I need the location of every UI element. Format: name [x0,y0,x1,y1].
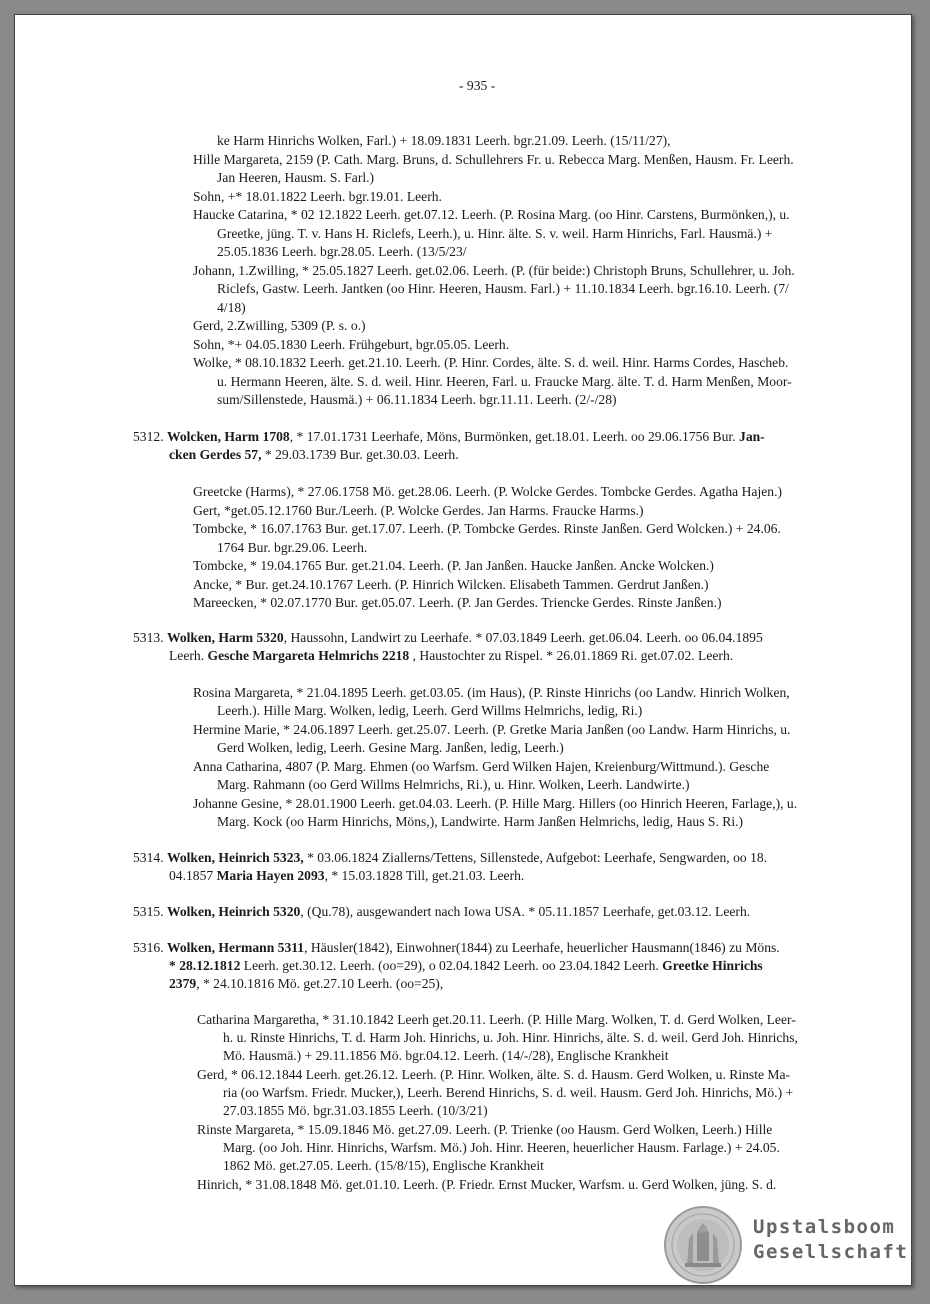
entry-name: Wolcken, Harm 1708 [167,429,290,444]
text-line: Johann, 1.Zwilling, * 25.05.1827 Leerh. get.02.06. Leerh. (P. (für beide:) Christoph Bruns, Schullehrer, u. Joh. [193,263,795,278]
text-line: Sohn, +* 18.01.1822 Leerh. bgr.19.01. Leerh. [193,189,442,204]
text-line: Jan Heeren, Hausm. S. Farl.) [217,170,375,185]
text-line: Anna Catharina, 4807 (P. Marg. Ehmen (oo Warfsm. Gerd Wilken Hajen, Kreienburg/Wittmund.). Gesche [193,759,770,774]
entry-5316-line-3: 2379, * 24.10.1816 Mö. get.27.10 Leerh. (oo=25), [169,976,444,991]
spouse-name: Maria Hayen 2093 [216,868,325,883]
page-number: - 935 - [459,78,496,93]
text-line: Catharina Margaretha, * 31.10.1842 Leerh get.20.11. Leerh. (P. Hille Marg. Wolken, T. d. Gerd Wolken, Leer- [197,1012,796,1027]
entry-number: 5315. [133,904,164,919]
document-page [14,14,912,1286]
entry-5316-line-2: * 28.12.1812 Leerh. get.30.12. Leerh. (oo=29), o 02.04.1842 Leerh. oo 23.04.1842 Leerh. Greetke Hinrichs [169,958,763,973]
entry-number: 5312. [133,429,164,444]
entry-number: 5313. [133,630,164,645]
text-line: Leerh.). Hille Marg. Wolken, ledig, Leerh. Gerd Willms Helmrichs, ledig, Ri.) [217,703,643,718]
entry-5312-line-1: 5312. Wolcken, Harm 1708, * 17.01.1731 Leerhafe, Möns, Burmönken, get.18.01. Leerh. oo 29.06.1756 Bur. Jan- [133,429,765,444]
text-line: Marg. (oo Joh. Hinr. Hinrichs, Warfsm. Mö.) Joh. Hinr. Heeren, heuerlicher Hausm. Farlage.) + 24.05. [223,1140,780,1155]
entry-name: Wolken, Heinrich 5323, [167,850,304,865]
text-line: h. u. Rinste Hinrichs, T. d. Harm Joh. Hinrichs, u. Joh. Hinr. Hinrichs, älte. S. d. weil. Gerd Joh. Hinrichs, [223,1030,798,1045]
text-line: Ancke, * Bur. get.24.10.1767 Leerh. (P. Hinrich Wilcken. Elisabeth Tammen. Gerdrut Janßen.) [193,577,709,592]
spouse-name: cken Gerdes 57, [169,447,262,462]
entry-number: 5314. [133,850,164,865]
text-line: Gerd, 2.Zwilling, 5309 (P. s. o.) [193,318,366,333]
text-line: Haucke Catarina, * 02 12.1822 Leerh. get.07.12. Leerh. (P. Rosina Marg. (oo Hinr. Carstens, Burmönken,), u. [193,207,790,222]
text-line: Hille Margareta, 2159 (P. Cath. Marg. Bruns, d. Schullehrers Fr. u. Rebecca Marg. Menßen, Hausm. Fr. Leerh. [193,152,794,167]
society-name-line-1: Upstalsboom [753,1216,896,1238]
society-name-line-2: Gesellschaft [753,1241,909,1263]
text-line: Marg. Kock (oo Harm Hinrichs, Möns,), Landwirte. Harm Janßen Helmrichs, ledig, Haus S. Ri.) [217,814,744,829]
spouse-name: Gesche Margareta Helmrichs 2218 [207,648,410,663]
text-line: Hermine Marie, * 24.06.1897 Leerh. get.25.07. Leerh. (P. Gretke Maria Janßen (oo Landw. Harm Hinrichs, u. [193,722,791,737]
text-line: Sohn, *+ 04.05.1830 Leerh. Frühgeburt, bgr.05.05. Leerh. [193,337,510,352]
entry-5313-line-2: Leerh. Gesche Margareta Helmrichs 2218 , Haustochter zu Rispel. * 26.01.1869 Ri. get.07.02. Leerh. [169,648,734,663]
text-line: Gerd Wolken, ledig, Leerh. Gesine Marg. Janßen, ledig, Leerh.) [217,740,564,755]
text-line: Tombcke, * 19.04.1765 Bur. get.21.04. Leerh. (P. Jan Janßen. Haucke Janßen. Ancke Wolcken.) [193,558,714,573]
text-line: u. Hermann Heeren, älte. S. d. weil. Hinr. Heeren, Farl. u. Fraucke Marg. älte. T. d. Harm Menßen, Moor- [217,374,792,389]
text-line: Gerd, * 06.12.1844 Leerh. get.26.12. Leerh. (P. Hinr. Wolken, älte. S. d. Hausm. Gerd Wolken, u. Rinste Ma- [197,1067,791,1082]
text-line: 4/18) [217,300,246,315]
text-line: Riclefs, Gastw. Leerh. Jantken (oo Hinr. Heeren, Hausm. Farl.) + 11.10.1834 Leerh. bgr.16.10. Leerh. (7/ [217,281,789,296]
text-line: ke Harm Hinrichs Wolken, Farl.) + 18.09.1831 Leerh. bgr.21.09. Leerh. (15/11/27), [217,133,671,148]
entry-name: Wolken, Hermann 5311 [167,940,305,955]
text-line: Mö. Hausmä.) + 29.11.1856 Mö. bgr.04.12. Leerh. (14/-/28), Englische Krankheit [223,1048,669,1063]
text-line: 1862 Mö. get.27.05. Leerh. (15/8/15), Englische Krankheit [223,1158,544,1173]
text-line: Greetcke (Harms), * 27.06.1758 Mö. get.28.06. Leerh. (P. Wolcke Gerdes. Tombcke Gerdes. Agatha Hajen.) [193,484,782,499]
entry-name: Wolken, Heinrich 5320 [167,904,301,919]
upstalsboom-seal-icon [663,1205,743,1285]
text-line: Rinste Margareta, * 15.09.1846 Mö. get.27.09. Leerh. (P. Trienke (oo Hausm. Gerd Wolken, Leerh.) Hille [197,1122,773,1137]
text-line: 1764 Bur. bgr.29.06. Leerh. [217,540,368,555]
text-line: Wolke, * 08.10.1832 Leerh. get.21.10. Leerh. (P. Hinr. Cordes, älte. S. d. weil. Hinr. Harms Cordes, Hascheb. [193,355,789,370]
entry-5313-line-1: 5313. Wolken, Harm 5320, Haussohn, Landwirt zu Leerhafe. * 07.03.1849 Leerh. get.06.04. Leerh. oo 06.04.1895 [133,630,763,645]
text-line: 25.05.1836 Leerh. bgr.28.05. Leerh. (13/5/23/ [217,244,467,259]
text-line: 27.03.1855 Mö. bgr.31.03.1855 Leerh. (10/3/21) [223,1103,488,1118]
text-line: ria (oo Warfsm. Friedr. Mucker,), Leerh. Berend Hinrichs, S. d. weil. Hausm. Gerd Joh. Hinrichs, Mö.) + [223,1085,794,1100]
text-line: Tombcke, * 16.07.1763 Bur. get.17.07. Leerh. (P. Tombcke Gerdes. Rinste Janßen. Gerd Wolcken.) + 24.06. [193,521,781,536]
entry-number: 5316. [133,940,164,955]
text-line: Mareecken, * 02.07.1770 Bur. get.05.07. Leerh. (P. Jan Gerdes. Triencke Gerdes. Rinste Janßen.) [193,595,722,610]
text-line: Gert, *get.05.12.1760 Bur./Leerh. (P. Wolcke Gerdes. Jan Harms. Fraucke Harms.) [193,503,644,518]
entry-5316-line-1: 5316. Wolken, Hermann 5311, Häusler(1842), Einwohner(1844) zu Leerhafe, heuerlicher Hausmann(1846) zu Möns. [133,940,780,955]
text-line: Hinrich, * 31.08.1848 Mö. get.01.10. Leerh. (P. Friedr. Ernst Mucker, Warfsm. u. Gerd Wolken, jüng. S. d. [197,1177,777,1192]
entry-5312-line-2: cken Gerdes 57, * 29.03.1739 Bur. get.30.03. Leerh. [169,447,459,462]
text-line: Marg. Rahmann (oo Gerd Willms Helmrichs, Ri.), u. Hinr. Wolken, Leerh. Landwirte.) [217,777,690,792]
entry-5315-line-1: 5315. Wolken, Heinrich 5320, (Qu.78), ausgewandert nach Iowa USA. * 05.11.1857 Leerhafe, get.03.12. Leerh. [133,904,751,919]
text-line: Greetke, jüng. T. v. Hans H. Riclefs, Leerh.), u. Hinr. älte. S. v. weil. Harm Hinrichs, Farl. Hausmä.) + [217,226,773,241]
entry-name: Wolken, Harm 5320 [167,630,284,645]
text-line: Rosina Margareta, * 21.04.1895 Leerh. get.03.05. (im Haus), (P. Rinste Hinrichs (oo Landw. Hinrich Wolken, [193,685,790,700]
text-line: Johanne Gesine, * 28.01.1900 Leerh. get.04.03. Leerh. (P. Hille Marg. Hillers (oo Hinrich Heeren, Farlage,), u. [193,796,798,811]
entry-5314-line-2: 04.1857 Maria Hayen 2093, * 15.03.1828 Till, get.21.03. Leerh. [169,868,525,883]
entry-5314-line-1: 5314. Wolken, Heinrich 5323, * 03.06.1824 Ziallerns/Tettens, Sillenstede, Aufgebot: Leerhafe, Sengwarden, oo 18. [133,850,768,865]
spouse-name: Greetke Hinrichs [662,958,763,973]
text-line: sum/Sillenstede, Hausmä.) + 06.11.1834 Leerh. bgr.11.11. Leerh. (2/-/28) [217,392,617,407]
